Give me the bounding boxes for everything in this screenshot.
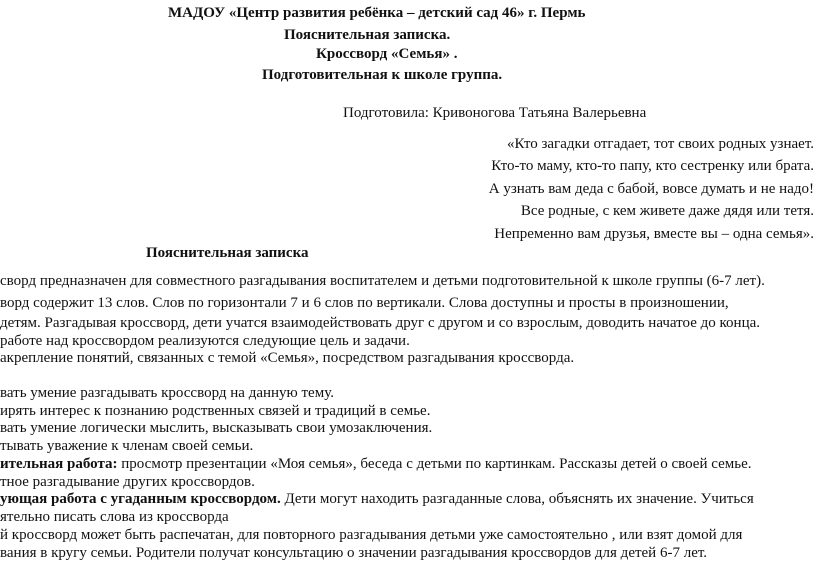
task-line: вать умение логически мыслить, высказывать свои умозаключения. bbox=[0, 420, 433, 436]
task-line: вать умение разгадывать кроссворд на данную тему. bbox=[0, 385, 334, 401]
paragraph-line: вания в кругу семьи. Родители получат консультацию о значении разгадывания кроссвордов для детей 6-7 лет. bbox=[0, 545, 708, 561]
doc-type-title: Пояснительная записка. bbox=[284, 27, 451, 43]
preliminary-work-text: просмотр презентации «Моя семья», беседа с детьми по картинкам. Рассказы детей о своей семье. bbox=[117, 456, 752, 472]
paragraph-line: й кроссворд может быть распечатан, для повторного разгадывания детьми уже самостоятельно , или взят домой для bbox=[0, 527, 743, 543]
follow-up-work-text: Дети могут находить разгаданные слова, объяснять их значение. Учиться bbox=[280, 491, 754, 507]
paragraph-line: сворд предназначен для совместного разгадывания воспитателем и детьми подготовительной к школе группы (6-7 лет). bbox=[0, 273, 765, 289]
poem-line: «Кто загадки отгадает, тот своих родных узнает. bbox=[506, 136, 814, 152]
section-title: Пояснительная записка bbox=[146, 245, 309, 261]
follow-up-work-label: ующая работа с угаданным кроссвордом. bbox=[0, 491, 281, 507]
poem-line: Кто-то маму, кто-то папу, кто сестренку или брата. bbox=[491, 158, 814, 174]
group-title: Подготовительная к школе группа. bbox=[262, 67, 503, 83]
paragraph-line: ятельно писать слова из кроссворда bbox=[0, 509, 229, 525]
org-title: МАДОУ «Центр развития ребёнка – детский сад 46» г. Пермь bbox=[168, 5, 586, 21]
follow-up-work-line bbox=[0, 490, 754, 508]
paragraph-line: ворд содержит 13 слов. Слов по горизонтали 7 и 6 слов по вертикали. Слова доступны и просты в произношении, bbox=[0, 295, 729, 311]
author-line: Подготовила: Кривоногова Татьяна Валерьевна bbox=[343, 105, 647, 121]
paragraph-line: работе над кроссвордом реализуются следующие цель и задачи. bbox=[0, 333, 410, 349]
poem-line: Все родные, с кем живете даже дядя или тетя. bbox=[520, 203, 814, 219]
crossword-topic-title: Кроссворд «Семья» . bbox=[316, 46, 458, 62]
goal-line: акрепление понятий, связанных с темой «Семья», посредством разгадывания кроссворда. bbox=[0, 350, 575, 366]
preliminary-work-label: ительная работа: bbox=[0, 456, 118, 472]
task-line: ирять интерес к познанию родственных связей и традиций в семье. bbox=[0, 403, 431, 419]
paragraph-line: детям. Разгадывая кроссворд, дети учатся взаимодействовать друг с другом и со взрослым, доводить начатое до конца. bbox=[0, 315, 761, 331]
poem-line: А узнать вам деда с бабой, вовсе думать и не надо! bbox=[488, 181, 814, 197]
paragraph-line: тное разгадывание других кроссвордов. bbox=[0, 474, 255, 490]
preliminary-work-line bbox=[0, 455, 752, 473]
task-line: тывать уважение к членам своей семьи. bbox=[0, 438, 254, 454]
poem-line: Непременно вам друзья, вместе вы – одна семья». bbox=[494, 226, 814, 242]
